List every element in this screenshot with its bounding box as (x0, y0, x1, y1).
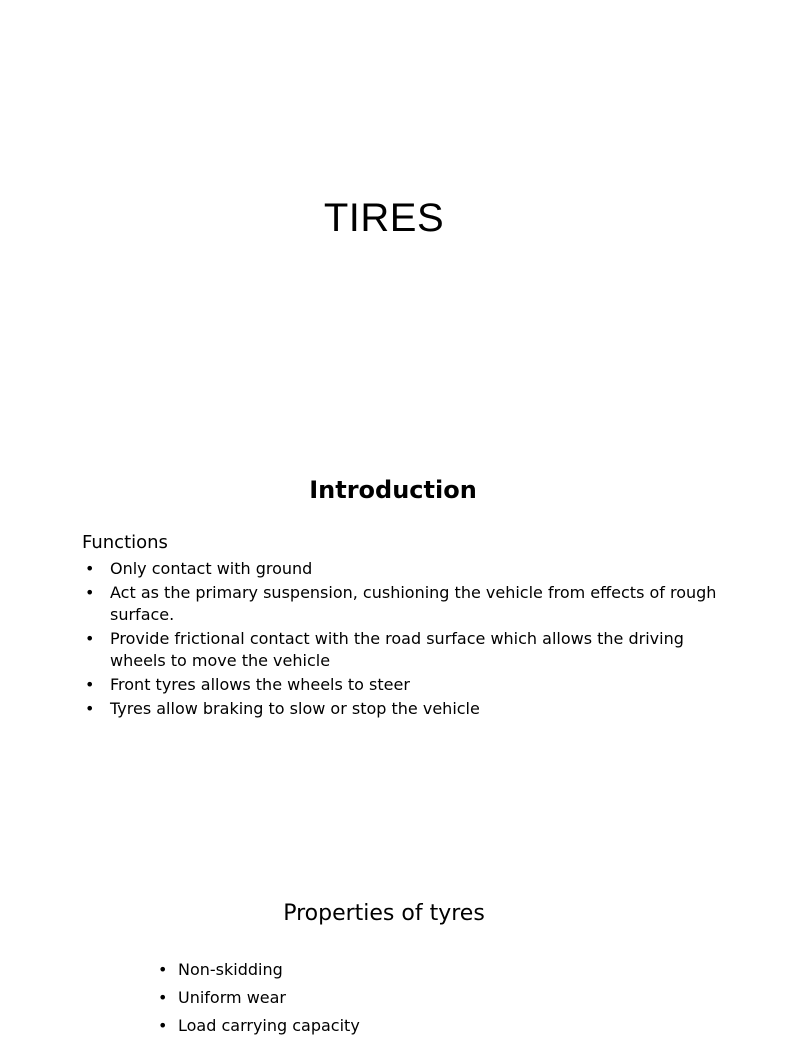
list-item-text: Load carrying capacity (178, 1016, 360, 1035)
bullet-icon: • (85, 629, 95, 648)
list-item (158, 956, 360, 984)
bullet-icon: • (158, 960, 168, 979)
list-item (82, 628, 722, 672)
list-item-text: Act as the primary suspension, cushioning the vehicle from effects of rough surface. (110, 583, 717, 624)
slide-title: TIRES (323, 196, 445, 240)
functions-label: Functions (82, 532, 168, 553)
list-item (82, 698, 722, 720)
bullet-icon: • (158, 988, 168, 1007)
list-item-text: Non-skidding (178, 960, 283, 979)
bullet-icon: • (85, 583, 95, 602)
bullet-icon: • (158, 1016, 168, 1035)
bullet-icon: • (85, 675, 95, 694)
bullet-icon: • (85, 699, 95, 718)
list-item (158, 1012, 360, 1040)
list-item-text: Front tyres allows the wheels to steer (110, 675, 410, 694)
functions-list (82, 558, 722, 722)
list-item-text: Provide frictional contact with the road surface which allows the driving wheels to move the vehicle (110, 629, 684, 670)
list-item (158, 984, 360, 1012)
properties-list (158, 956, 360, 1040)
properties-heading: Properties of tyres (283, 901, 485, 926)
list-item-text: Tyres allow braking to slow or stop the vehicle (110, 699, 480, 718)
introduction-heading: Introduction (309, 476, 477, 504)
list-item-text: Uniform wear (178, 988, 286, 1007)
list-item (82, 582, 722, 626)
bullet-icon: • (85, 559, 95, 578)
list-item-text: Only contact with ground (110, 559, 313, 578)
list-item (82, 558, 722, 580)
list-item (82, 674, 722, 696)
